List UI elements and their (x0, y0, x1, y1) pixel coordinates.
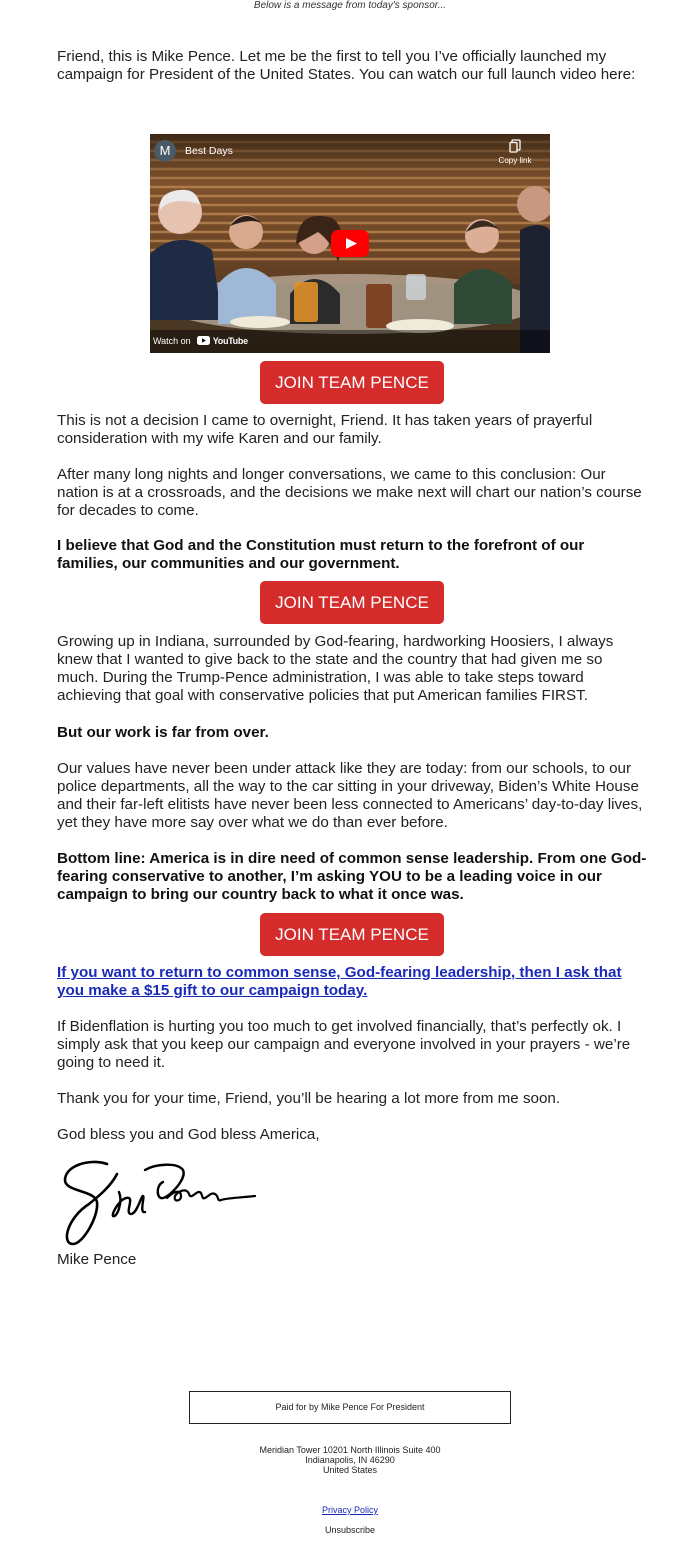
paragraph-bottom-line: Bottom line: America is in dire need of common sense leadership. From one God-fearing conservative to another, I’m asking YOU to be a leading voice in our campaign to bring our country back to what it once was. (57, 850, 647, 903)
play-button[interactable] (331, 230, 369, 257)
privacy-row (0, 1504, 700, 1516)
signature-image (59, 1156, 259, 1248)
paragraph-thank-you: Thank you for your time, Friend, you’ll be hearing a lot more from me soon. (57, 1090, 561, 1107)
paragraph-bidenflation: If Bidenflation is hurting you too much to get involved financially, that’s perfectly ok. I simply ask that you keep our campaign and everyone involved in your prayers - we’re going to need it. (57, 1018, 631, 1071)
mailing-address (0, 1445, 700, 1475)
paragraph-crossroads: After many long nights and longer conversations, we came to this conclusion: Our nation is at a crossroads, and the decisions we make next will chart our nation’s course for decades to come. (57, 466, 642, 519)
video-title[interactable]: Best Days (185, 145, 233, 157)
unsubscribe-link[interactable]: Unsubscribe (324, 1525, 376, 1535)
join-team-button[interactable]: JOIN TEAM PENCE (260, 581, 444, 624)
gift-paragraph (57, 964, 647, 1000)
address-line: Meridian Tower 10201 North Illinois Suite 400 (259, 1445, 441, 1455)
sponsor-note: Below is a message from today's sponsor... (253, 0, 447, 11)
signature (59, 1156, 647, 1253)
watch-on-label: Watch on (153, 336, 191, 346)
join-team-button[interactable]: JOIN TEAM PENCE (260, 913, 444, 956)
copy-icon (509, 139, 521, 153)
youtube-logo-icon (197, 336, 210, 345)
paragraph-decision: This is not a decision I came to overnight, Friend. It has taken years of prayerful consideration with my wife Karen and our family. (57, 412, 593, 447)
watch-on-youtube[interactable] (153, 335, 248, 348)
email-body (57, 48, 647, 1269)
join-team-button[interactable]: JOIN TEAM PENCE (260, 361, 444, 404)
cta-row (57, 581, 647, 624)
paid-for-disclaimer: Paid for by Mike Pence For President (189, 1391, 511, 1424)
launch-video[interactable] (150, 134, 550, 353)
cta-row (57, 361, 647, 404)
copy-link-button[interactable] (492, 139, 538, 166)
paragraph-work-not-over: But our work is far from over. (57, 724, 269, 741)
address-line: Indianapolis, IN 46290 (305, 1455, 395, 1465)
address-line: United States (322, 1465, 378, 1475)
closing-line: God bless you and God bless America, (57, 1126, 320, 1143)
signer-name: Mike Pence (57, 1251, 137, 1268)
channel-avatar[interactable] (154, 140, 176, 162)
paragraph-indiana: Growing up in Indiana, surrounded by God-fearing, hardworking Hoosiers, I always knew that I wanted to give back to the state and the country that had given me so much. During the Trump-Pence administration, I was able to take steps toward achieving that goal with conservative policies that put American families FIRST. (57, 633, 614, 704)
youtube-label: YouTube (212, 336, 248, 346)
privacy-policy-link[interactable]: Privacy Policy (321, 1505, 378, 1515)
paragraph-god-constitution: I believe that God and the Constitution must return to the forefront of our families, our communities and our government. (57, 537, 585, 572)
copy-link-label: Copy link (498, 156, 532, 165)
donate-link[interactable]: If you want to return to common sense, God-fearing leadership, then I ask that you make a $15 gift to our campaign today. (57, 964, 622, 999)
youtube-play-icon (331, 230, 369, 257)
paragraph-values: Our values have never been under attack like they are today: from our schools, to our police departments, all the way to the car sitting in your driveway, Biden’s White House and their far-left elitists have never been less connected to Americans’ day-to-day lives, yet they have more say over what we do than ever before. (57, 760, 643, 831)
intro-paragraph: Friend, this is Mike Pence. Let me be the first to tell you I’ve officially launched my campaign for President of the United States. You can watch our full launch video here: (57, 48, 636, 83)
cta-row (57, 913, 647, 956)
channel-initial: M (159, 143, 171, 158)
